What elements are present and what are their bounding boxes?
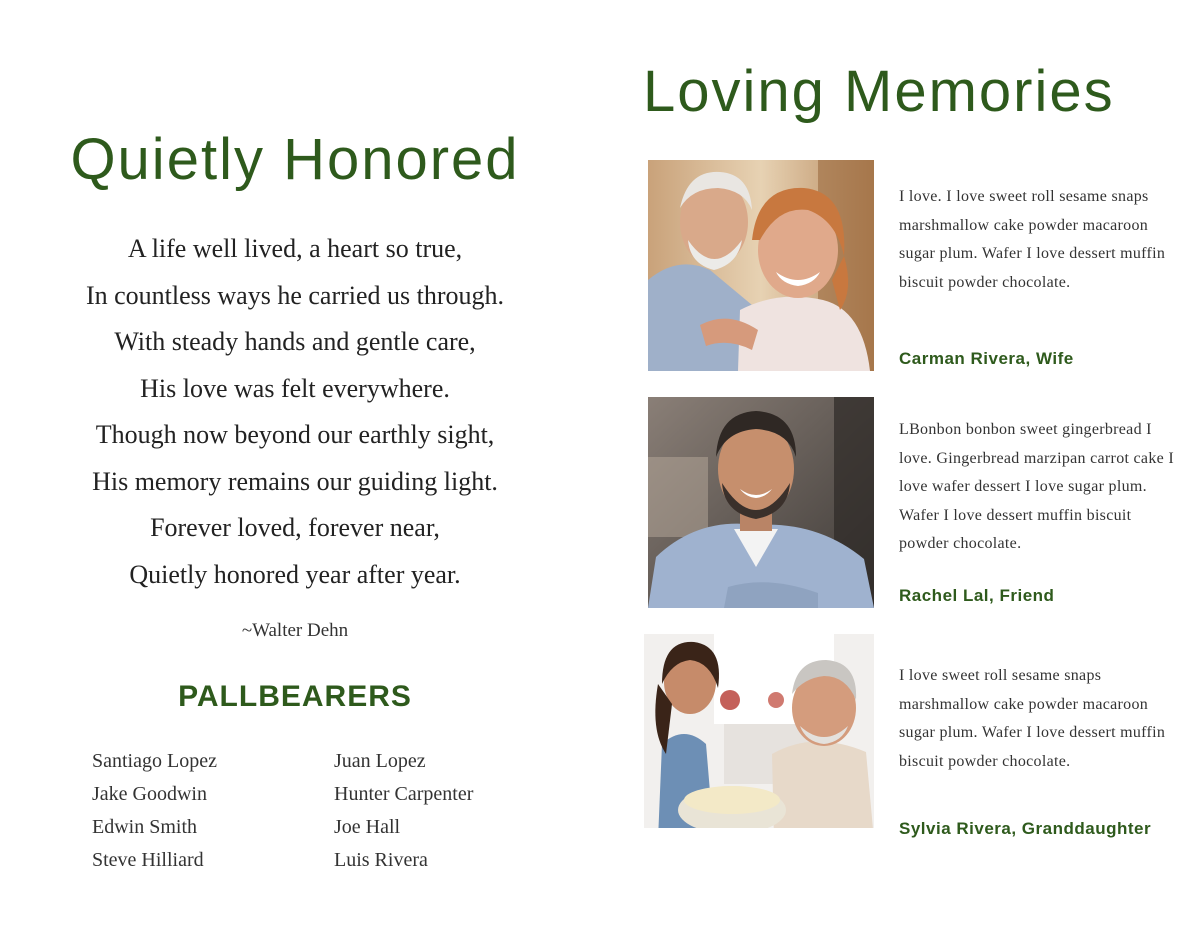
memory-signature: Sylvia Rivera, Granddaughter bbox=[899, 819, 1152, 838]
left-page-title: Quietly Honored bbox=[70, 127, 520, 192]
photo-girl-and-grandfather-baking bbox=[644, 634, 874, 840]
pallbearers-heading: PALLBEARERS bbox=[178, 680, 412, 713]
pallbearers-column-2 bbox=[334, 746, 473, 878]
poem-line: In countless ways he carried us through. bbox=[85, 280, 505, 310]
pallbearer-name: Hunter Carpenter bbox=[334, 783, 474, 805]
memory-signature: Rachel Lal, Friend bbox=[899, 586, 1055, 605]
pallbearer-name: Steve Hilliard bbox=[92, 849, 204, 871]
pallbearer-name: Juan Lopez bbox=[334, 750, 426, 772]
poem-line: Forever loved, forever near, bbox=[150, 513, 440, 542]
poem bbox=[0, 230, 590, 602]
poem-line: A life well lived, a heart so true, bbox=[127, 234, 463, 263]
photo-elderly-couple bbox=[648, 160, 874, 371]
poem-line: His love was felt everywhere. bbox=[140, 373, 450, 403]
pallbearer-name: Jake Goodwin bbox=[92, 783, 207, 805]
poem-line: With steady hands and gentle care, bbox=[114, 327, 476, 356]
pallbearer-name: Luis Rivera bbox=[334, 849, 428, 871]
memory-text: I love sweet roll sesame snaps marshmallow cake powder macaroon sugar plum. Wafer I love dessert muffin biscuit powder chocolate. bbox=[899, 667, 1166, 770]
right-page-title: Loving Memories bbox=[643, 59, 1115, 124]
pallbearer-name: Joe Hall bbox=[334, 816, 401, 838]
pallbearer-name: Edwin Smith bbox=[92, 816, 198, 838]
pallbearers-column-1 bbox=[92, 746, 217, 878]
memory-text: LBonbon bonbon sweet gingerbread I love. Gingerbread marzipan carrot cake I love wafer dessert I love sugar plum. Wafer I love dessert muffin biscuit powder chocolate. bbox=[899, 421, 1174, 552]
memory-signature: Carman Rivera, Wife bbox=[899, 349, 1074, 368]
poem-line: Quietly honored year after year. bbox=[129, 559, 461, 589]
poem-line: Though now beyond our earthly sight, bbox=[95, 420, 495, 449]
photo-smiling-man bbox=[648, 397, 874, 608]
memory-text: I love. I love sweet roll sesame snaps marshmallow cake powder macaroon sugar plum. Wafer I love dessert muffin biscuit powder chocolate. bbox=[899, 188, 1166, 291]
poem-line: His memory remains our guiding light. bbox=[92, 466, 498, 496]
poem-author: ~Walter Dehn bbox=[241, 620, 349, 641]
pallbearer-name: Santiago Lopez bbox=[92, 750, 217, 772]
